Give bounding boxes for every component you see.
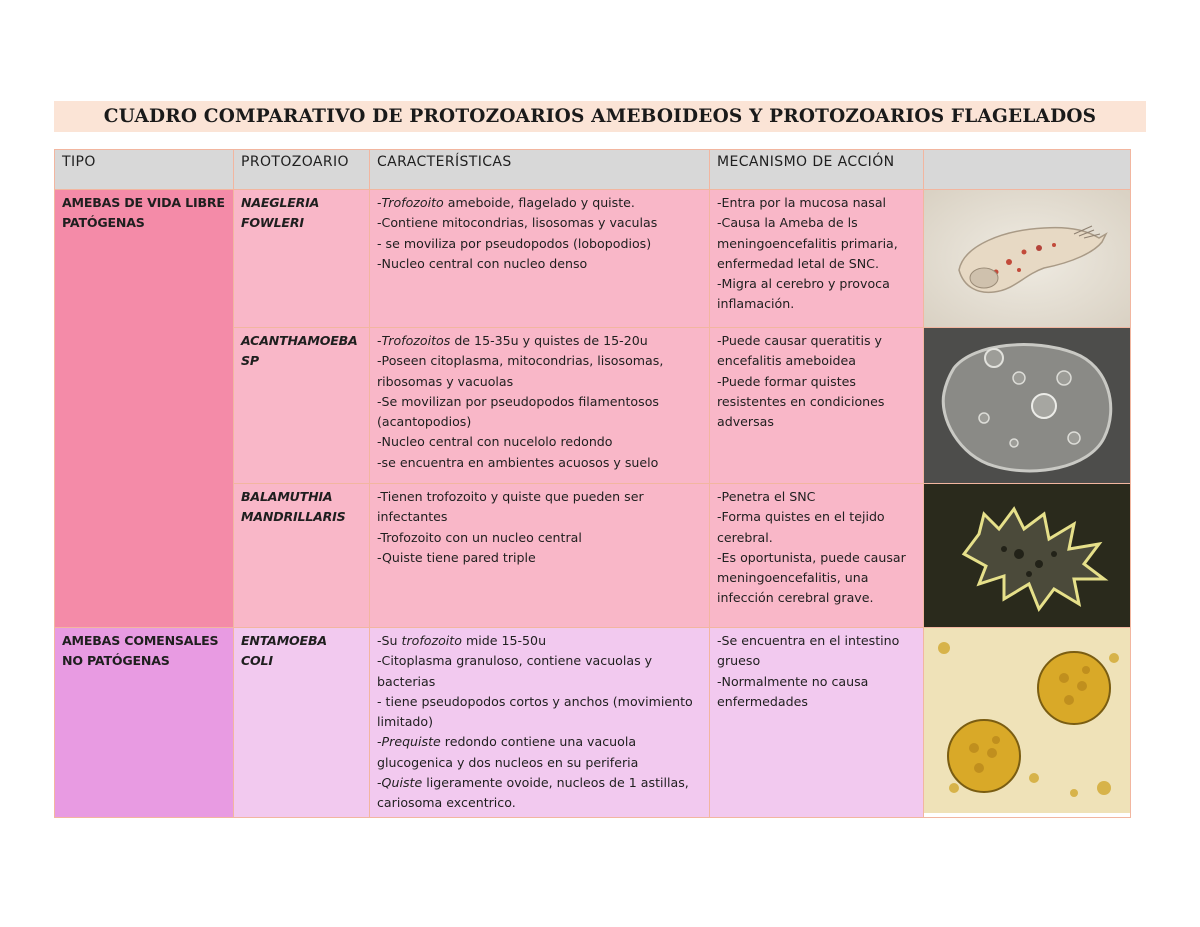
table-row <box>55 190 1131 328</box>
mecanismo-cell <box>710 484 924 628</box>
caracteristica-line: -Quiste tiene pared triple <box>377 549 536 565</box>
caracteristica-line: -Tienen trofozoito y quiste que pueden ser infectantes <box>377 489 644 525</box>
caracteristica-line: -Se movilizan por pseudopodos filamentosos (acantopodios) <box>377 393 659 430</box>
mecanismo-line: -Entra por la mucosa nasal <box>717 195 887 210</box>
caracteristica-line: -Quiste ligeramente ovoide, nucleos de 1 astillas, cariosoma excentrico. <box>377 775 689 811</box>
mecanismo-line: -Migra al cerebro y provoca inflamación. <box>717 276 890 312</box>
organism-cell <box>234 484 370 628</box>
header-row <box>55 150 1131 190</box>
mecanismo-line: -Penetra el SNC <box>717 489 816 504</box>
image-cell <box>924 484 1131 628</box>
mecanismo-cell <box>710 628 924 818</box>
image-cell <box>924 628 1131 818</box>
group-tipo: AMEBAS COMENSALES NO PATÓGENAS <box>62 633 219 669</box>
header-caracteristicas: CARACTERÍSTICAS <box>370 150 710 190</box>
mecanismo-line: -Causa la Ameba de ls meningoencefalitis primaria, enfermedad letal de SNC. <box>717 215 898 271</box>
caracteristica-line: -Contiene mitocondrias, lisosomas y vaculas <box>377 215 658 231</box>
caracteristica-line: - se moviliza por pseudopodos (lobopodios) <box>377 235 652 251</box>
mecanismo-line: -Se encuentra en el intestino grueso <box>717 633 900 669</box>
mecanismo-line: -Puede causar queratitis y encefalitis ameboidea <box>717 333 882 369</box>
caracteristica-line: -Nucleo central con nucleo denso <box>377 255 588 271</box>
page-title: CUADRO COMPARATIVO DE PROTOZOARIOS AMEBOIDEOS Y PROTOZOARIOS FLAGELADOS <box>103 106 1097 127</box>
header-protozoario: PROTOZOARIO <box>234 150 370 190</box>
caracteristicas-cell <box>370 484 710 628</box>
organism-name: ACANTHAMOEBA SP <box>241 333 358 369</box>
caracteristica-line: -Trofozoito con un nucleo central <box>377 529 582 545</box>
entamoeba-cyst-micrograph-icon <box>924 628 1130 813</box>
caracteristicas-cell <box>370 628 710 818</box>
mecanismo-line: -Normalmente no causa enfermedades <box>717 673 869 709</box>
group-tipo-cell <box>55 190 234 628</box>
image-cell <box>924 328 1131 484</box>
header-tipo: TIPO <box>55 150 234 190</box>
mecanismo-cell <box>710 190 924 328</box>
organism-name: ENTAMOEBA COLI <box>241 633 327 669</box>
organism-cell <box>234 628 370 818</box>
title-bar <box>54 101 1146 132</box>
naegleria-micrograph-icon <box>924 190 1130 327</box>
organism-name: NAEGLERIA FOWLERI <box>241 195 320 231</box>
mecanismo-line: -Es oportunista, puede causar meningoencefalitis, una infección cerebral grave. <box>717 549 906 606</box>
header-mecanismo: MECANISMO DE ACCIÓN <box>710 150 924 190</box>
caracteristica-line: -se encuentra en ambientes acuosos y suelo <box>377 454 659 470</box>
caracteristica-line: -Trofozoito ameboide, flagelado y quiste. <box>377 195 635 210</box>
caracteristica-line: -Nucleo central con nucelolo redondo <box>377 434 613 450</box>
organism-cell <box>234 190 370 328</box>
balamuthia-micrograph-icon <box>924 484 1130 627</box>
mecanismo-line: -Forma quistes en el tejido cerebral. <box>717 509 885 545</box>
mecanismo-line: -Puede formar quistes resistentes en condiciones adversas <box>717 373 885 430</box>
caracteristicas-cell <box>370 190 710 328</box>
acanthamoeba-micrograph-icon <box>924 328 1130 483</box>
header-imagen <box>924 150 1131 190</box>
caracteristicas-cell <box>370 328 710 484</box>
mecanismo-cell <box>710 328 924 484</box>
caracteristica-line: -Citoplasma granuloso, contiene vacuolas y bacterias <box>377 653 653 689</box>
image-cell <box>924 190 1131 328</box>
organism-name: BALAMUTHIA MANDRILLARIS <box>241 489 346 525</box>
caracteristica-line: -Prequiste redondo contiene una vacuola glucogenica y dos nucleos en su periferia <box>377 734 639 770</box>
comparison-table <box>54 149 1131 818</box>
group-tipo-cell <box>55 628 234 818</box>
caracteristica-line: -Su trofozoito mide 15-50u <box>377 633 547 648</box>
table-row <box>55 628 1131 818</box>
caracteristica-line: -Trofozoitos de 15-35u y quistes de 15-20u <box>377 333 648 348</box>
caracteristica-line: - tiene pseudopodos cortos y anchos (movimiento limitado) <box>377 693 693 730</box>
group-tipo: AMEBAS DE VIDA LIBRE PATÓGENAS <box>62 195 225 231</box>
caracteristica-line: -Poseen citoplasma, mitocondrias, lisosomas, ribosomas y vacuolas <box>377 353 664 389</box>
organism-cell <box>234 328 370 484</box>
